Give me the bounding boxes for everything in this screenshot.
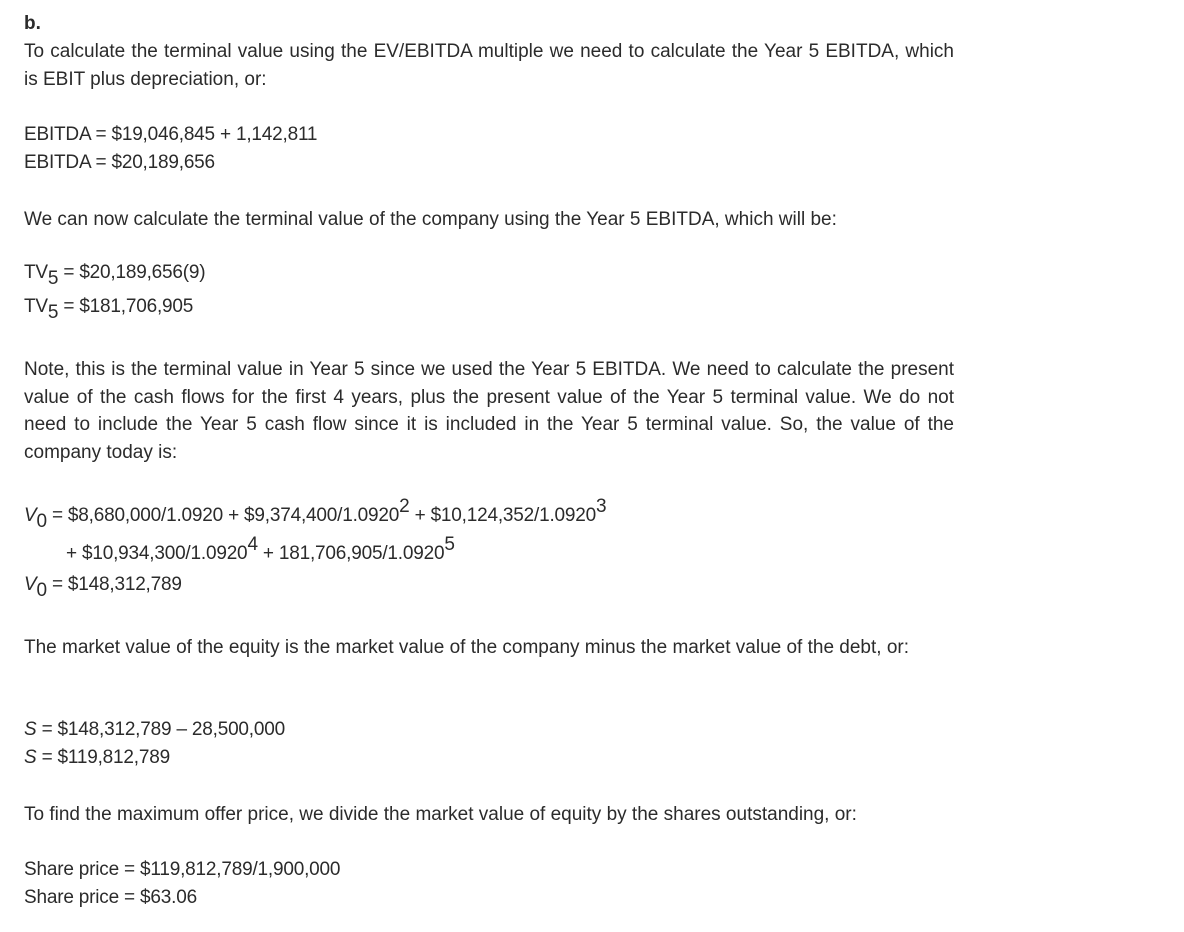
v0-equation-line-1 <box>24 496 607 532</box>
v0-label: V <box>24 574 37 595</box>
s-label: S <box>24 719 37 740</box>
ebitda-eq2-rhs: = $20,189,656 <box>95 152 215 173</box>
section-heading: b. <box>24 13 41 34</box>
s-equation-1 <box>24 719 285 741</box>
v0-line1-exponent-1: 2 <box>399 496 410 517</box>
v0-line1-exponent-2: 3 <box>596 496 607 517</box>
tv-eq1-rhs: = $20,189,656(9) <box>58 262 206 283</box>
v0-subscript: 0 <box>36 511 47 532</box>
tv-equation-1 <box>24 262 206 289</box>
share-price-label: Share price <box>24 887 119 908</box>
s-eq1-rhs: = $148,312,789 – 28,500,000 <box>36 719 285 740</box>
v0-result-rhs: = $148,312,789 <box>46 574 182 595</box>
ebitda-label: EBITDA <box>24 152 91 173</box>
share-price-eq2-rhs: = $63.06 <box>118 887 197 908</box>
tv-subscript: 5 <box>47 268 59 289</box>
tv-subscript: 5 <box>47 302 59 323</box>
price-intro-paragraph: To find the maximum offer price, we divide the market value of equity by the shares outstanding, or: <box>24 804 857 825</box>
tv-intro-paragraph: We can now calculate the terminal value of the company using the Year 5 EBITDA, which will be: <box>24 209 837 230</box>
ebitda-equation-2 <box>24 152 215 174</box>
tv-eq2-rhs: = $181,706,905 <box>58 296 194 317</box>
equity-intro-paragraph: The market value of the equity is the market value of the company minus the market value of the debt, or: <box>24 637 910 658</box>
v0-line1-part1: = $8,680,000/1.0920 + $9,374,400/1.0920 <box>46 505 400 526</box>
ebitda-equation-1 <box>24 124 317 146</box>
share-price-equation-2 <box>24 887 197 909</box>
v0-result <box>24 574 182 601</box>
v0-line2-exponent-2: 5 <box>444 534 455 555</box>
note-paragraph: Note, this is the terminal value in Year 5 since we used the Year 5 EBITDA. We need to calculate the present value of the cash flows for the first 4 years, plus the present value of the Year 5 terminal value. We do not need to include the Year 5 cash flow since it is included in the Year 5 terminal value. So, the value of the company today is: <box>24 359 954 463</box>
v0-subscript: 0 <box>36 580 47 601</box>
intro-paragraph: To calculate the terminal value using the EV/EBITDA multiple we need to calculate the Year 5 EBITDA, which is EBIT plus depreciation, or: <box>24 41 954 90</box>
s-label: S <box>24 747 37 768</box>
tv-equation-2 <box>24 296 194 323</box>
share-price-equation-1 <box>24 859 340 881</box>
v0-line2-part1: + $10,934,300/1.0920 <box>66 543 248 564</box>
s-equation-2 <box>24 747 170 769</box>
share-price-eq1-rhs: = $119,812,789/1,900,000 <box>118 859 341 880</box>
v0-line2-part2: + 181,706,905/1.0920 <box>257 543 445 564</box>
v0-equation-line-2 <box>66 534 455 565</box>
v0-line2-exponent-1: 4 <box>247 534 258 555</box>
tv-label: TV <box>24 296 48 317</box>
v0-line1-part2: + $10,124,352/1.0920 <box>409 505 597 526</box>
ebitda-eq1-rhs: = $19,046,845 + 1,142,811 <box>95 124 318 145</box>
v0-label: V <box>24 505 37 526</box>
s-eq2-rhs: = $119,812,789 <box>36 747 170 768</box>
share-price-label: Share price <box>24 859 119 880</box>
ebitda-label: EBITDA <box>24 124 91 145</box>
tv-label: TV <box>24 262 48 283</box>
